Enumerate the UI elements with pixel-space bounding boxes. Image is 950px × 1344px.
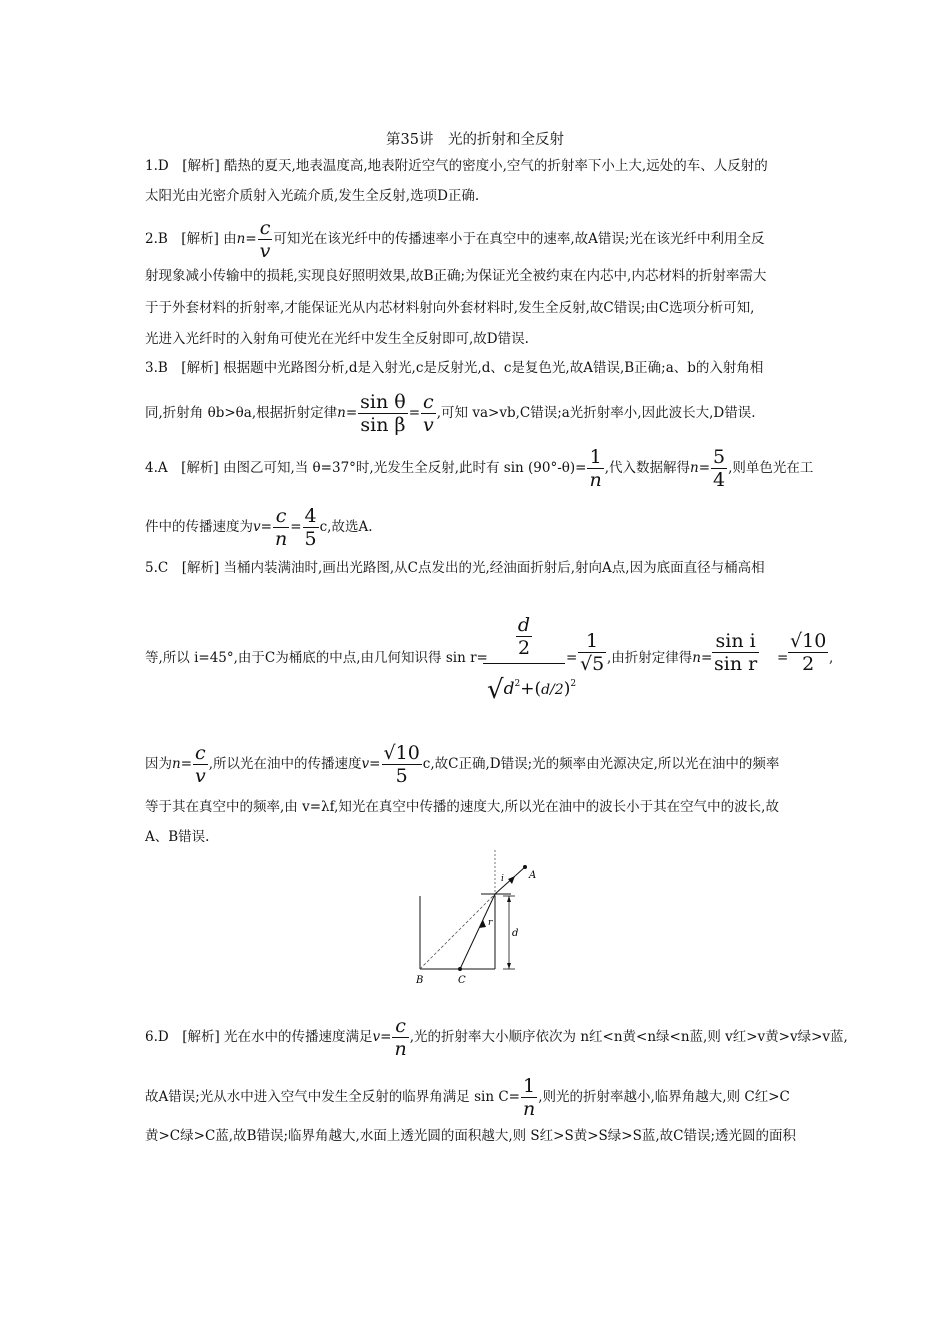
q2-pre: 2.B [解析] 由 — [145, 231, 237, 247]
q5-fraction-1-sqrt5 — [578, 630, 606, 675]
q5-c: c — [193, 742, 208, 765]
q4-line-2 — [145, 505, 815, 550]
q4-fraction-cn — [273, 505, 289, 550]
q4-mid: ,代入数据解得 — [604, 460, 691, 476]
q5-line-3 — [145, 742, 815, 787]
q5-big-fraction — [483, 614, 565, 664]
q4-four: 4 — [713, 469, 726, 491]
q5-n-eq2: n= — [172, 756, 193, 772]
q4-eq: = — [290, 519, 302, 535]
refracted-ray — [460, 894, 495, 969]
q4-fraction-54 — [711, 446, 727, 491]
label-r: r — [488, 918, 493, 928]
label-a: A — [529, 870, 537, 881]
label-c: C — [458, 975, 466, 986]
q6-line2-pre: 故A错误;光从水中进入空气中发生全反射的临界角满足 sin C= — [145, 1089, 520, 1105]
q5-denominator: $√d^2+(d/2)^2$ — [487, 675, 577, 705]
q3-n-eq: n= — [337, 405, 358, 421]
ray-arrow-lower — [479, 920, 486, 928]
q5-line3-post: c,故C正确,D错误;光的频率由光源决定,所以光在油中的频率 — [422, 756, 780, 772]
q4-n: n — [589, 469, 602, 491]
q3-pre: 同,折射角 θb>θa,根据折射定律 — [145, 405, 338, 421]
q6-c: c — [392, 1015, 408, 1038]
q3-c: c — [421, 391, 436, 414]
q5-line-4: 等于其在真空中的频率,由 v=λf,知光在真空中传播的速度大,所以光在油中的波长小于其在空气中的波长,故 — [145, 799, 779, 815]
q5-five: 5 — [395, 765, 408, 787]
q4-one: 1 — [587, 446, 603, 469]
q4-line-1 — [145, 446, 815, 491]
q2-n-eq: n= — [236, 231, 257, 247]
q6-one: 1 — [521, 1075, 537, 1098]
dim-arrow-up — [507, 896, 511, 902]
q5-num-fraction — [516, 614, 532, 659]
q3-sin-beta: sin β — [360, 414, 406, 436]
ray-arrow-upper — [508, 876, 515, 884]
q6-pre: 6.D [解析] 光在水中的传播速度满足 — [145, 1029, 373, 1045]
q6-n: n — [394, 1038, 407, 1060]
q5-v: v — [195, 765, 206, 787]
q2-fraction — [258, 217, 273, 262]
q4-five2: 5 — [304, 528, 317, 550]
q4-fraction-45 — [303, 505, 319, 550]
label-d: d — [512, 928, 519, 939]
q3-v: v — [423, 414, 434, 436]
q3-sin-theta: sin θ — [360, 391, 406, 413]
q5-eq2: = — [777, 650, 789, 666]
q5-sqrt10: √10 — [790, 630, 827, 652]
q4-line2-post: c,故选A. — [319, 519, 373, 535]
q5-sin-i: sin i — [712, 630, 759, 653]
q5-line3-pre: 因为 — [145, 756, 172, 772]
label-b: B — [416, 975, 424, 986]
q2-line-1 — [145, 217, 815, 262]
q5-v-eq: v= — [361, 756, 381, 772]
q4-pre: 4.A [解析] 由图乙可知,当 θ=37°时,光发生全反射,此时有 sin (90°-θ)= — [145, 460, 587, 476]
q2-line-4: 光进入光纤时的入射角可使光在光纤中发生全反射即可,故D错误. — [145, 331, 529, 347]
q4-line2-pre: 件中的传播速度为 — [145, 519, 253, 535]
page-title: 第35讲 光的折射和全反射 — [386, 132, 564, 148]
q6-line2-post: ,则光的折射率越小,临界角越大,则 C红>C — [538, 1089, 790, 1105]
q6-n2: n — [522, 1098, 536, 1120]
q5-sqrt10b: √10 — [383, 742, 420, 764]
q5-eq: = — [566, 650, 578, 666]
q6-line-1 — [145, 1015, 848, 1060]
q3-line-1: 3.B [解析] 根据题中光路图分析,d是入射光,c是反射光,d、c是复色光,故A错误,B正确;a、b的入射角相 — [145, 360, 764, 376]
q5-comma: , — [829, 650, 834, 666]
q5-line-5: A、B错误. — [145, 829, 210, 845]
q4-post: ,则单色光在工 — [728, 460, 814, 476]
q2-line-2: 射现象减小传输中的损耗,实现良好照明效果,故B正确;为保证光全被约束在内芯中,内芯材料的折射率需大 — [145, 268, 767, 284]
point-a-dot — [523, 865, 527, 869]
q5-line-1: 5.C [解析] 当桶内装满油时,画出光路图,从C点发出的光,经油面折射后,射向A点,因为底面直径与桶高相 — [145, 560, 765, 576]
q5-fraction-sqrt10-5 — [382, 742, 422, 787]
q5-mid: ,由折射定律得n= — [607, 650, 713, 666]
q3-eq: = — [408, 405, 421, 421]
q6-v-eq: v= — [372, 1029, 392, 1045]
q6-fraction-1n — [521, 1075, 537, 1120]
q5-one: 1 — [578, 630, 606, 653]
q5-fraction-sin — [712, 630, 759, 675]
q5-fraction-sqrt10-2 — [788, 630, 828, 675]
q2-frac-den: v — [259, 240, 271, 262]
q5-sin-r: sin r — [714, 653, 758, 675]
q4-v-eq: v= — [253, 519, 272, 535]
q6-fraction-cn — [392, 1015, 408, 1060]
q5-line2-pre: 等,所以 i=45°,由于C为桶底的中点,由几何知识得 sin r= — [145, 650, 488, 666]
q5-sqrt5: √5 — [580, 653, 605, 675]
q4-c: c — [273, 505, 289, 528]
q5-line-2 — [145, 614, 834, 718]
q5-den-d: d — [503, 679, 515, 699]
label-i: i — [501, 874, 504, 884]
q2-frac-num: c — [258, 217, 273, 240]
point-c-dot — [458, 967, 462, 971]
q1-line-1: 1.D [解析] 酷热的夏天,地表温度高,地表附近空气的密度小,空气的折射率下小上大,远处的车、人反射的 — [145, 158, 768, 174]
q6-line-3: 黄>C绿>C蓝,故B错误;临界角越大,水面上透光圆的面积越大,则 S红>S黄>S绿>S蓝,故C错误;透光圆的面积 — [145, 1128, 797, 1144]
q3-post: ,可知 va>vb,C错误;a光折射率小,因此波长大,D错误. — [436, 405, 756, 421]
dashed-diagonal — [420, 894, 495, 969]
q5-den-sq: 2 — [514, 679, 521, 689]
q6-line-2 — [145, 1075, 815, 1120]
q4-four2: 4 — [304, 505, 317, 527]
q5-fraction-cv — [193, 742, 208, 787]
q5-line3-mid: ,所以光在油中的传播速度 — [208, 756, 362, 772]
q4-n-eq: n= — [690, 460, 711, 476]
q6-post: ,光的折射率大小顺序依次为 n红<n黄<n绿<n蓝,则 v红>v黄>v绿>v蓝, — [409, 1029, 848, 1045]
q4-n2: n — [274, 528, 288, 550]
q1-line-2: 太阳光由光密介质射入光疏介质,发生全反射,选项D正确. — [145, 188, 480, 204]
q3-line-2 — [145, 391, 815, 436]
q4-fraction-1n — [587, 446, 603, 491]
q4-five: 5 — [713, 446, 726, 468]
q2-line-3: 于于外套材料的折射率,才能保证光从内芯材料射向外套材料时,发生全反射,故C错误;由C选项分析可知, — [145, 300, 755, 316]
q5-num-2: 2 — [517, 637, 531, 659]
dim-arrow-down — [507, 963, 511, 969]
q5-two2: 2 — [802, 653, 815, 675]
q5-num-d: d — [517, 614, 531, 636]
q3-fraction-sin — [358, 391, 408, 436]
q3-fraction-cv — [421, 391, 436, 436]
q2-post: 可知光在该光纤中的传播速率小于在真空中的速率,故A错误;光在该光纤中利用全反 — [273, 231, 765, 247]
light-path-figure — [405, 848, 545, 988]
